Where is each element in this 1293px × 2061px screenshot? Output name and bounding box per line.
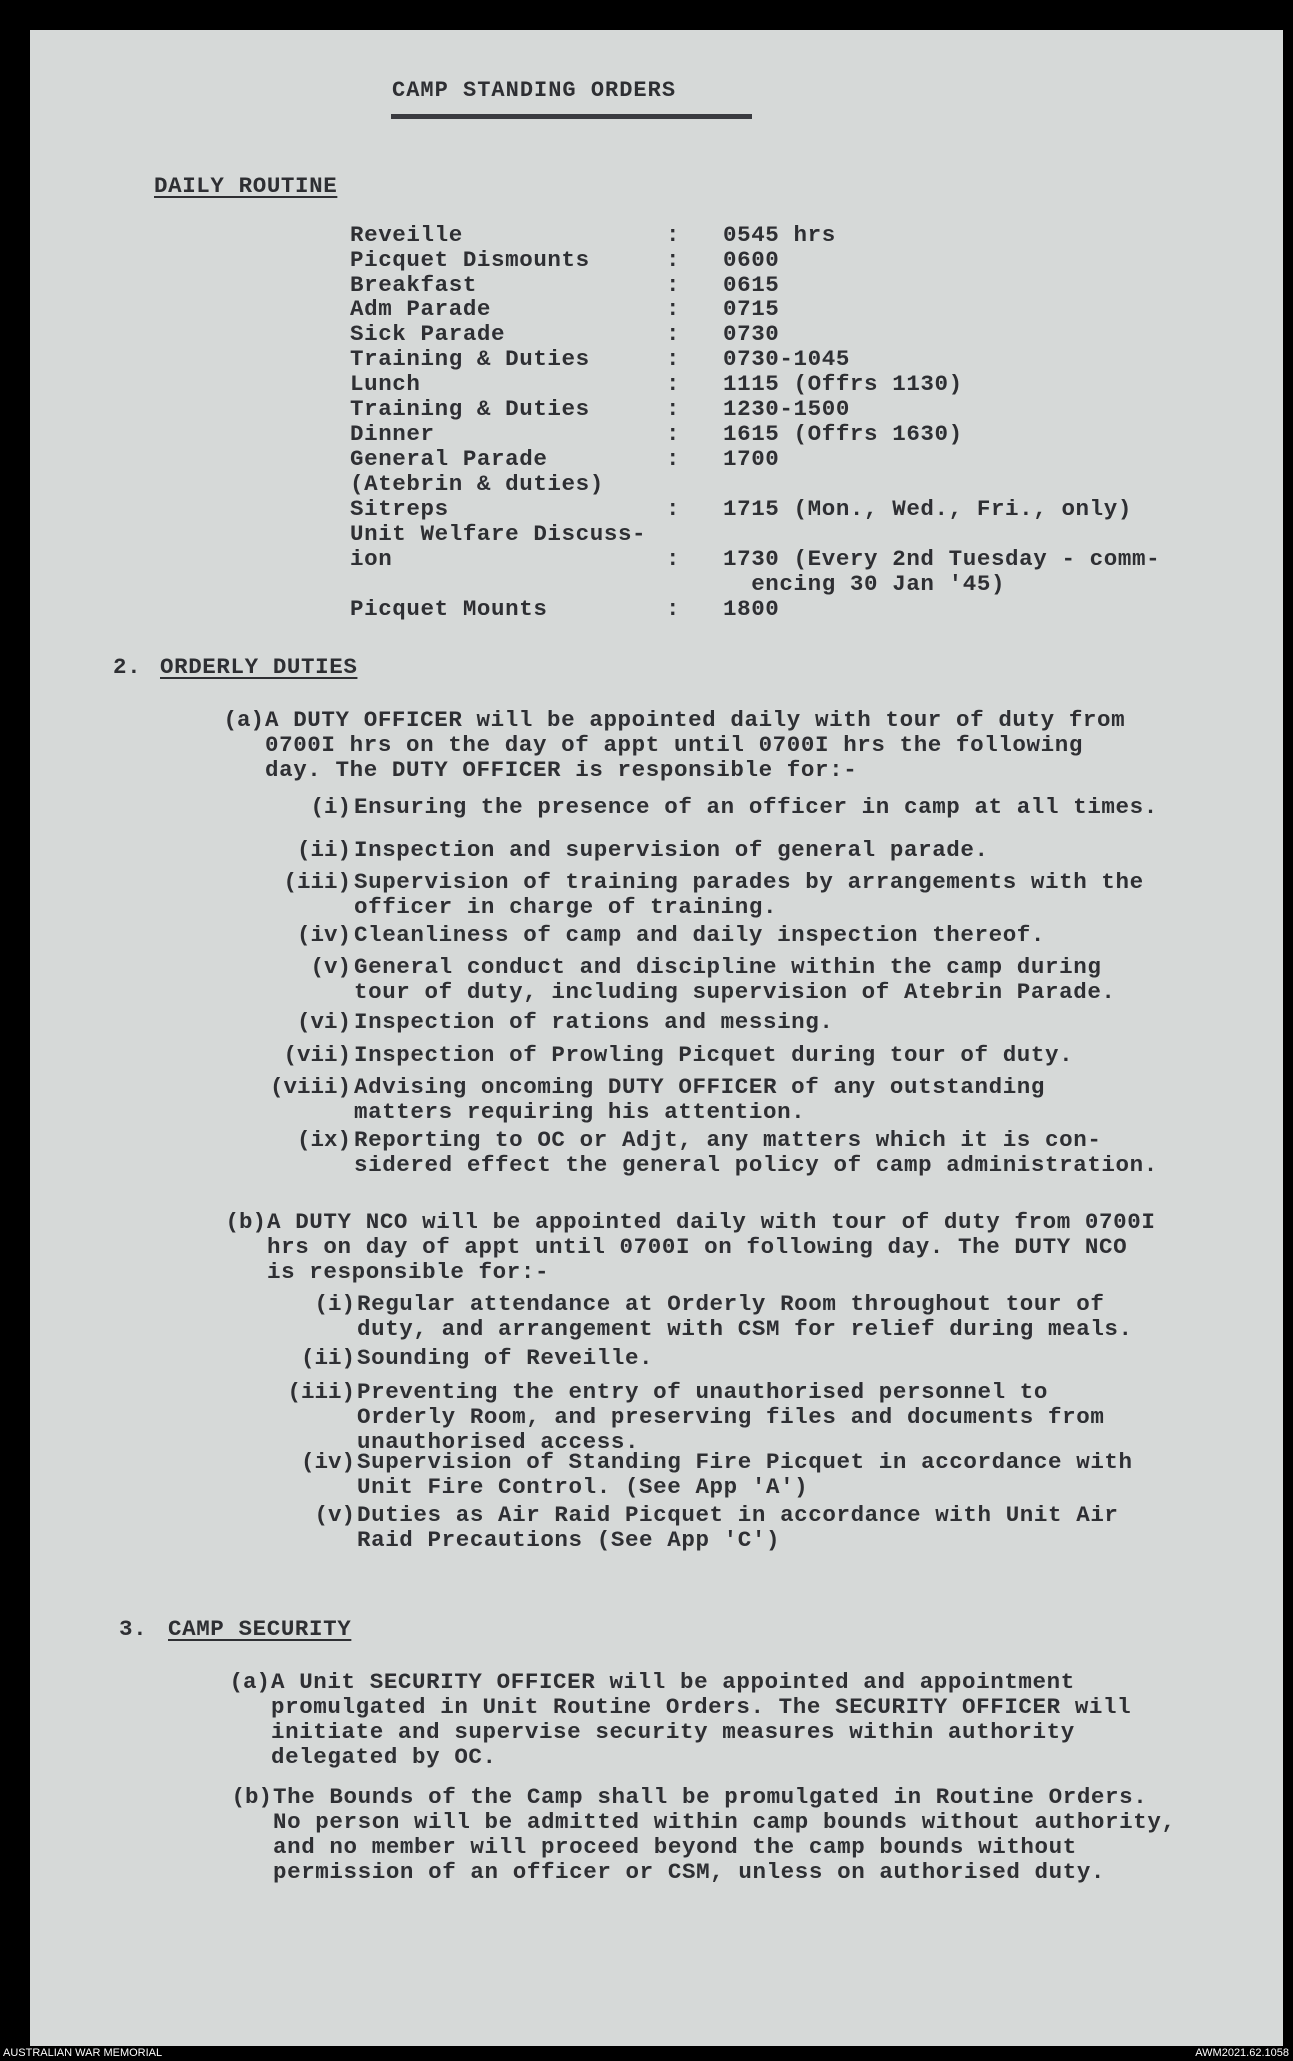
item-label: (v) (314, 1502, 355, 1528)
paragraph-label: (b) (225, 1209, 266, 1235)
routine-event: ion (350, 546, 393, 572)
item-line: officer in charge of training. (354, 894, 778, 920)
routine-time: 1800 (723, 596, 780, 622)
item-line: sidered effect the general policy of camp administration. (354, 1152, 1158, 1178)
item-line: unauthorised access. (357, 1429, 640, 1455)
routine-event: Picquet Dismounts (350, 247, 590, 273)
item-line: duty, and arrangement with CSM for relief during meals. (357, 1316, 1133, 1342)
routine-separator: : (666, 371, 681, 397)
daily-routine-heading: DAILY ROUTINE (154, 173, 338, 199)
routine-separator: : (666, 546, 681, 572)
section-2-heading: ORDERLY DUTIES (160, 654, 358, 680)
paragraph-line: No person will be admitted within camp bounds without authority, (273, 1809, 1176, 1835)
footer-source: AUSTRALIAN WAR MEMORIAL (3, 2047, 163, 2059)
item-line: tour of duty, including supervision of Atebrin Parade. (354, 979, 1116, 1005)
routine-event: Training & Duties (350, 346, 590, 372)
routine-separator: : (666, 247, 681, 273)
routine-event: Sitreps (350, 496, 449, 522)
item-label: (viii) (269, 1074, 351, 1100)
routine-event: Lunch (350, 371, 421, 397)
item-label: (i) (310, 794, 351, 820)
routine-separator: : (666, 272, 681, 298)
routine-time: 0715 (723, 296, 780, 322)
paragraph-label: (a) (223, 707, 264, 733)
section-3-number: 3. (119, 1616, 148, 1642)
item-line: Supervision of Standing Fire Picquet in accordance with (357, 1449, 1133, 1475)
item-line: Advising oncoming DUTY OFFICER of any outstanding (354, 1074, 1046, 1100)
routine-time: 0545 hrs (723, 222, 836, 248)
routine-separator: : (666, 446, 681, 472)
routine-time: 1230-1500 (723, 396, 850, 422)
document-title: CAMP STANDING ORDERS (392, 78, 677, 103)
item-label: (vi) (296, 1009, 351, 1035)
paragraph-line: A Unit SECURITY OFFICER will be appointed and appointment (271, 1669, 1075, 1695)
document-page (30, 30, 1283, 2046)
item-label: (ix) (296, 1127, 351, 1153)
paragraph-line: initiate and supervise security measures within authority (271, 1719, 1075, 1745)
paragraph-line: day. The DUTY OFFICER is responsible for:- (265, 757, 858, 783)
item-line: Duties as Air Raid Picquet in accordance with Unit Air (357, 1502, 1119, 1528)
routine-separator: : (666, 222, 681, 248)
item-line: Inspection of Prowling Picquet during tour of duty. (354, 1042, 1074, 1068)
routine-separator: : (666, 396, 681, 422)
item-line: Raid Precautions (See App 'C') (357, 1527, 781, 1553)
item-label: (iii) (287, 1379, 355, 1405)
item-line: Cleanliness of camp and daily inspection thereof. (354, 922, 1046, 948)
paragraph-line: and no member will proceed beyond the camp bounds without (273, 1834, 1077, 1860)
paragraph-line: delegated by OC. (271, 1744, 497, 1770)
routine-event: General Parade (350, 446, 548, 472)
routine-event: Breakfast (350, 272, 477, 298)
item-line: General conduct and discipline within the camp during (354, 954, 1102, 980)
item-line: Orderly Room, and preserving files and documents from (357, 1404, 1105, 1430)
item-label: (iv) (300, 1449, 355, 1475)
item-line: Regular attendance at Orderly Room throughout tour of (357, 1291, 1105, 1317)
routine-event: Adm Parade (350, 296, 492, 322)
routine-separator: : (666, 596, 681, 622)
item-line: Inspection of rations and messing. (354, 1009, 834, 1035)
routine-time: 1615 (Offrs 1630) (723, 421, 963, 447)
routine-event: Training & Duties (350, 396, 590, 422)
paragraph-line: 0700I hrs on the day of appt until 0700I hrs the following (265, 732, 1083, 758)
paragraph-line: The Bounds of the Camp shall be promulgated in Routine Orders. (273, 1784, 1148, 1810)
paragraph-line: A DUTY NCO will be appointed daily with tour of duty from 0700I (267, 1209, 1156, 1235)
item-line: Inspection and supervision of general parade. (354, 837, 989, 863)
routine-time: 1715 (Mon., Wed., Fri., only) (723, 496, 1132, 522)
paragraph-label: (b) (231, 1784, 272, 1810)
item-label: (i) (314, 1291, 355, 1317)
routine-time: 0730-1045 (723, 346, 850, 372)
routine-event: Dinner (350, 421, 435, 447)
routine-time: encing 30 Jan '45) (723, 571, 1006, 597)
section-3-heading: CAMP SECURITY (168, 1616, 352, 1642)
routine-event: Sick Parade (350, 321, 506, 347)
routine-time: 0730 (723, 321, 780, 347)
item-line: matters requiring his attention. (354, 1099, 806, 1125)
routine-event: Unit Welfare Discuss- (350, 521, 647, 547)
item-label: (ii) (296, 837, 351, 863)
item-line: Preventing the entry of unauthorised personnel to (357, 1379, 1049, 1405)
item-label: (ii) (300, 1345, 355, 1371)
title-underline (391, 114, 752, 119)
item-line: Unit Fire Control. (See App 'A') (357, 1474, 809, 1500)
item-label: (vii) (283, 1042, 351, 1068)
footer-accession-number: AWM2021.62.1058 (1195, 2047, 1289, 2059)
routine-event: Picquet Mounts (350, 596, 548, 622)
routine-time: 1700 (723, 446, 780, 472)
paragraph-line: permission of an officer or CSM, unless on authorised duty. (273, 1859, 1106, 1885)
routine-separator: : (666, 421, 681, 447)
routine-separator: : (666, 496, 681, 522)
routine-separator: : (666, 296, 681, 322)
item-line: Ensuring the presence of an officer in camp at all times. (354, 794, 1158, 820)
paragraph-line: promulgated in Unit Routine Orders. The SECURITY OFFICER will (271, 1694, 1132, 1720)
paragraph-line: hrs on day of appt until 0700I on following day. The DUTY NCO (267, 1234, 1128, 1260)
routine-time: 1730 (Every 2nd Tuesday - comm- (723, 546, 1161, 572)
paragraph-line: A DUTY OFFICER will be appointed daily with tour of duty from (265, 707, 1126, 733)
routine-separator: : (666, 321, 681, 347)
item-line: Supervision of training parades by arrangements with the (354, 869, 1144, 895)
routine-time: 0600 (723, 247, 780, 273)
section-2-number: 2. (113, 654, 142, 680)
item-label: (v) (310, 954, 351, 980)
paragraph-line: is responsible for:- (267, 1259, 550, 1285)
item-label: (iv) (296, 922, 351, 948)
routine-separator: : (666, 346, 681, 372)
item-line: Sounding of Reveille. (357, 1345, 654, 1371)
item-label: (iii) (283, 869, 351, 895)
routine-event: (Atebrin & duties) (350, 471, 604, 497)
item-line: Reporting to OC or Adjt, any matters which it is con- (354, 1127, 1102, 1153)
paragraph-label: (a) (229, 1669, 270, 1695)
routine-event: Reveille (350, 222, 463, 248)
routine-time: 1115 (Offrs 1130) (723, 371, 963, 397)
routine-time: 0615 (723, 272, 780, 298)
